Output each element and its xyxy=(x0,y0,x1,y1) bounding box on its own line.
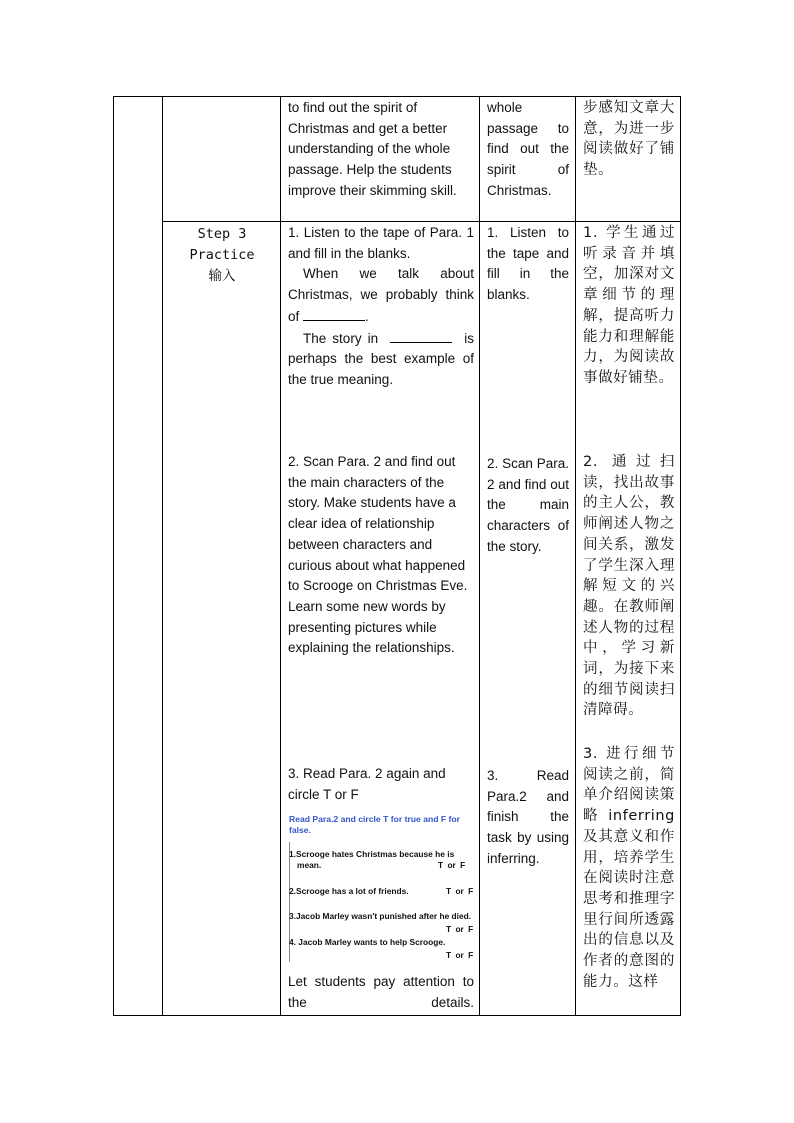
table-border-top xyxy=(113,96,681,97)
step3-label xyxy=(164,224,280,287)
column-divider-1 xyxy=(162,96,163,1016)
task2-activity-cell: 2. Scan Para. 2 and find out the main characters of the story. xyxy=(487,456,569,554)
blank-line-1 xyxy=(303,306,365,321)
table-border-bottom xyxy=(113,1015,681,1016)
task2-content-cell: 2. Scan Para. 2 and find out the main characters of the story. Make students have a clear idea of relationship between characters and curious about what happened to Scrooge on Christmas Eve. Learn some new words by presenting pictures while explaining the relationships. xyxy=(288,454,468,656)
task1-instruction: 1. Listen to the tape of Para. 1 and fill in the blanks. xyxy=(288,225,474,261)
exercise-title-line-1: Read Para.2 and circle T for true and F for xyxy=(289,814,460,824)
row1-purpose-cell: 步感知文章大意，为进一步阅读做好了铺垫。 xyxy=(583,100,675,179)
exercise-item-1: 1.Scrooge hates Christmas because he is xyxy=(289,849,455,859)
step3-chinese-label: 输入 xyxy=(208,268,236,284)
task3-note: Let students pay attention to the details. xyxy=(288,974,474,1010)
row1-content-cell: to find out the spirit of Christmas and get a better understanding of the whole passage. Help the students improve their skimming skill. xyxy=(288,100,457,198)
task1-fill-sentence-1 xyxy=(288,264,474,327)
exercise-item-1-cont: mean. xyxy=(297,860,322,870)
table-border-left xyxy=(113,96,114,1016)
exercise-item-2-choice: T or F xyxy=(446,886,474,896)
exercise-item-4: 4. Jacob Marley wants to help Scrooge. xyxy=(289,937,446,947)
task1-fill-sentence-2 xyxy=(288,328,474,391)
task1-activity-cell: 1. Listen to the tape and fill in the blanks. xyxy=(487,225,569,303)
task1-fill2-text: The story in xyxy=(303,330,379,346)
step3-title: Step 3 xyxy=(197,226,247,242)
exercise-item-3: 3.Jacob Marley wasn't punished after he died. xyxy=(289,911,472,921)
task1-fill1-text: When we talk about Christmas, we probably think of xyxy=(288,266,474,324)
exercise-title-line-2: false. xyxy=(289,825,311,835)
task1-content-cell xyxy=(288,223,474,391)
exercise-item-2: 2.Scrooge has a lot of friends. xyxy=(289,886,409,896)
task2-purpose-cell: 2. 通过扫读，找出故事的主人公，教师阐述人物之间关系，激发了学生深入理解短文的兴趣。在教师阐述人物的过程中，学习新词，为接下来的细节阅读扫清障碍。 xyxy=(583,454,675,719)
task3-instruction: 3. Read Para. 2 again and circle T or F xyxy=(288,766,446,802)
exercise-item-3-choice: T or F xyxy=(446,924,474,934)
task3-purpose-cell: 3. 进行细节阅读之前，简单介绍阅读策略inferring及其意义和作用，培养学生在阅读时注意思考和推理字里行间所透露出的信息以及作者的意图的能力。这样 xyxy=(583,746,675,990)
task1-fill2-end: is perhaps the best example of the true meaning. xyxy=(288,330,474,387)
step3-subtitle: Practice xyxy=(189,247,255,263)
column-divider-2 xyxy=(280,96,281,1016)
task3-activity-cell: 3. Read Para.2 and finish the task by using inferring. xyxy=(487,768,569,866)
exercise-item-1-choice: T or F xyxy=(438,860,466,870)
column-divider-4 xyxy=(575,96,576,1016)
task1-purpose-cell: 1. 学生通过听录音并填空，加深对文章细节的理解，提高听力能力和理解能力，为阅读故事做好铺垫。 xyxy=(583,225,675,386)
true-false-exercise-image xyxy=(289,812,481,962)
row1-activity-cell: whole passage to find out the spirit of Christmas. xyxy=(487,100,569,198)
task1-fill1-end: . xyxy=(365,308,369,324)
table-border-right xyxy=(680,96,681,1016)
blank-line-2 xyxy=(390,328,452,343)
row-divider xyxy=(162,221,681,222)
exercise-item-4-choice: T or F xyxy=(446,950,474,960)
